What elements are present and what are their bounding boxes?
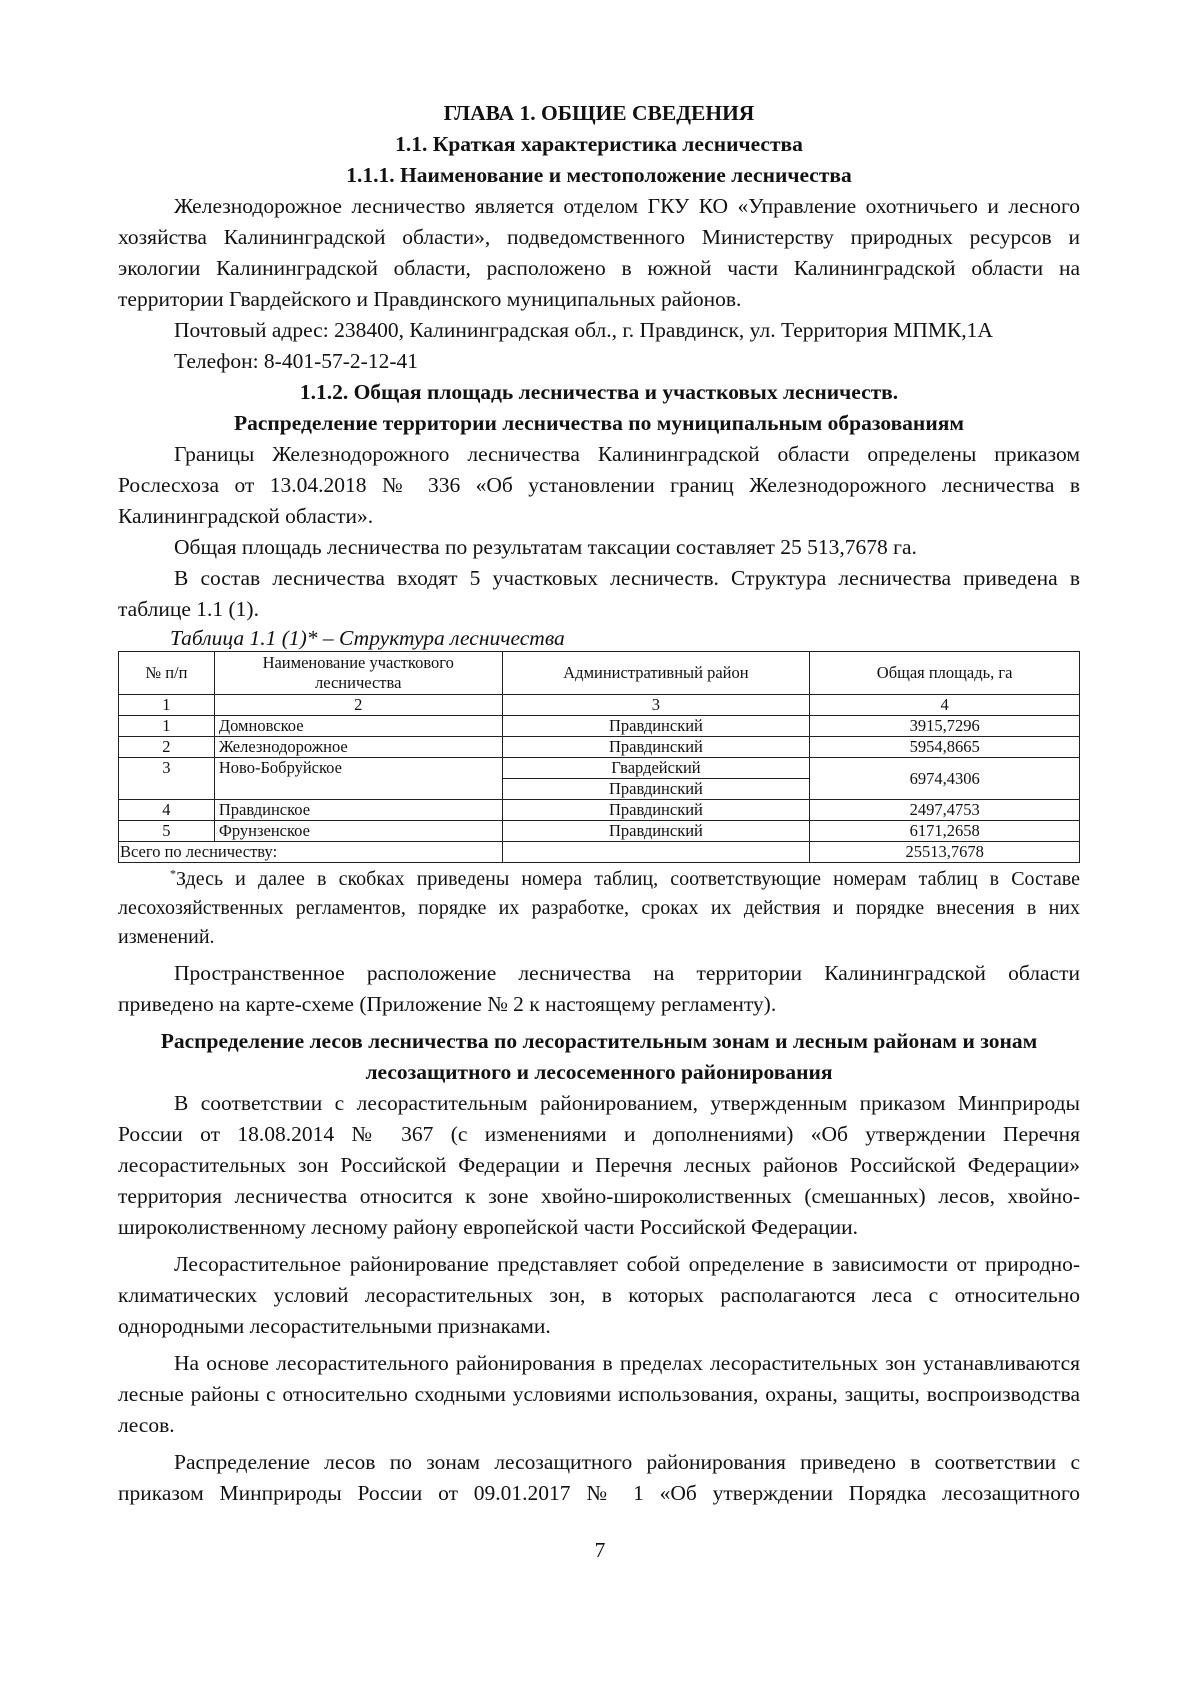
header-area: Общая площадь, га [810, 652, 1080, 695]
table-row [119, 737, 1080, 758]
subheading-zones: Распределение лесов лесничества по лесорастительным зонам и лесным районам и зонам лесозащитного и лесосеменного районирования [160, 1029, 1038, 1084]
footnote-text: Здесь и далее в скобках приведены номера таблиц, соответствующие номерам таблиц в Составе лесохозяйственных регламентов, порядке их разработке, сроках их действия и порядке внесения в них изменений. [118, 868, 1080, 948]
table-row [119, 800, 1080, 821]
col-number: 1 [119, 695, 215, 716]
section-heading-1-1-1: 1.1.1. Наименование и местоположение лесничества [346, 163, 852, 187]
row-district: Гвардейский [502, 758, 810, 779]
row-number: 2 [119, 737, 215, 758]
paragraph-location: Железнодорожное лесничество является отделом ГКУ КО «Управление охотничьего и лесного хозяйства Калининградской области», подведомственного Министерству природных ресурсов и экологии Калининградской области, расположено в южной части Калининградской области на территории Гвардейского и Правдинского муниципальных районов. [118, 194, 1080, 311]
header-number: № п/п [119, 652, 215, 695]
total-area: 25513,7678 [810, 842, 1080, 863]
phone-number: Телефон: 8-401-57-2-12-41 [174, 349, 418, 373]
table-caption: Таблица 1.1 (1)* – Структура лесничества [170, 626, 565, 650]
row-area: 6171,2658 [810, 821, 1080, 842]
table-row [119, 821, 1080, 842]
total-empty-cell [502, 842, 810, 863]
row-district: Правдинский [502, 737, 810, 758]
section-heading-1-1: 1.1. Краткая характеристика лесничества [395, 132, 803, 156]
section-heading-1-1-2: 1.1.2. Общая площадь лесничества и участковых лесничеств. [299, 380, 899, 404]
page-number: 7 [594, 1538, 606, 1562]
row-district: Правдинский [502, 800, 810, 821]
col-number: 2 [214, 695, 502, 716]
table-total-row [119, 842, 1080, 863]
paragraph-forest-districts: На основе лесорастительного районирования в пределах лесорастительных зон устанавливаются лесные районы с относительно сходными условиями использования, охраны, защиты, воспроизводства лесов. [118, 1351, 1080, 1437]
row-name: Фрунзенское [214, 821, 502, 842]
row-number: 5 [119, 821, 215, 842]
postal-address: Почтовый адрес: 238400, Калининградская обл., г. Правдинск, ул. Территория МПМК,1А [174, 318, 993, 342]
row-name: Домновское [214, 716, 502, 737]
paragraph-spatial: Пространственное расположение лесничества на территории Калининградской области приведено на карте-схеме (Приложение № 2 к настоящему регламенту). [118, 961, 1080, 1016]
paragraph-protection: Распределение лесов по зонам лесозащитного районирования приведено в соответствии с приказом Минприроды России от 09.01.2017 № 1 «Об утверждении Порядка лесозащитного [118, 1450, 1080, 1505]
paragraph-structure: В состав лесничества входят 5 участковых лесничеств. Структура лесничества приведена в таблице 1.1 (1). [118, 566, 1080, 621]
col-number: 4 [810, 695, 1080, 716]
footnote [118, 865, 1080, 952]
total-label: Всего по лесничеству: [119, 842, 503, 863]
chapter-title: ГЛАВА 1. ОБЩИЕ СВЕДЕНИЯ [443, 101, 755, 125]
row-area: 2497,4753 [810, 800, 1080, 821]
row-number: 3 [119, 758, 215, 800]
structure-table [118, 651, 1080, 863]
table-header-row [119, 652, 1080, 695]
table-row [119, 716, 1080, 737]
row-district: Правдинский [502, 779, 810, 800]
col-number: 3 [502, 695, 810, 716]
row-district: Правдинский [502, 821, 810, 842]
footnote-mark: * [170, 866, 176, 881]
paragraph-total-area: Общая площадь лесничества по результатам таксации составляет 25 513,7678 га. [174, 535, 917, 559]
row-name: Ново-Бобруйское [214, 758, 502, 800]
paragraph-borders: Границы Железнодорожного лесничества Калининградской области определены приказом Рослесхоза от 13.04.2018 № 336 «Об установлении границ Железнодорожного лесничества в Калининградской области». [118, 442, 1080, 528]
subheading-municipal-distribution: Распределение территории лесничества по муниципальным образованиям [233, 411, 964, 435]
paragraph-zoning-definition: Лесорастительное районирование представляет собой определение в зависимости от природно-климатических условий лесорастительных зон, в которых располагаются леса с относительно однородными лесорастительными признаками. [118, 1252, 1080, 1338]
row-area: 5954,8665 [810, 737, 1080, 758]
row-district: Правдинский [502, 716, 810, 737]
paragraph-zoning: В соответствии с лесорастительным районированием, утвержденным приказом Минприроды России от 18.08.2014 № 367 (с изменениями и дополнениями) «Об утверждении Перечня лесорастительных зон Российской Федерации и Перечня лесных районов Российской Федерации» территория лесничества относится к зоне хвойно-широколиственных (смешанных) лесов, хвойно-широколиственному лесному району европейской части Российской Федерации. [118, 1091, 1080, 1239]
row-name: Правдинское [214, 800, 502, 821]
table-row [119, 758, 1080, 779]
header-district: Административный район [502, 652, 810, 695]
table-column-numbers-row [119, 695, 1080, 716]
row-number: 4 [119, 800, 215, 821]
row-name: Железнодорожное [214, 737, 502, 758]
header-name: Наименование участкового лесничества [214, 652, 502, 695]
row-number: 1 [119, 716, 215, 737]
document-page [118, 98, 1080, 1509]
row-area: 3915,7296 [810, 716, 1080, 737]
row-area: 6974,4306 [810, 758, 1080, 800]
